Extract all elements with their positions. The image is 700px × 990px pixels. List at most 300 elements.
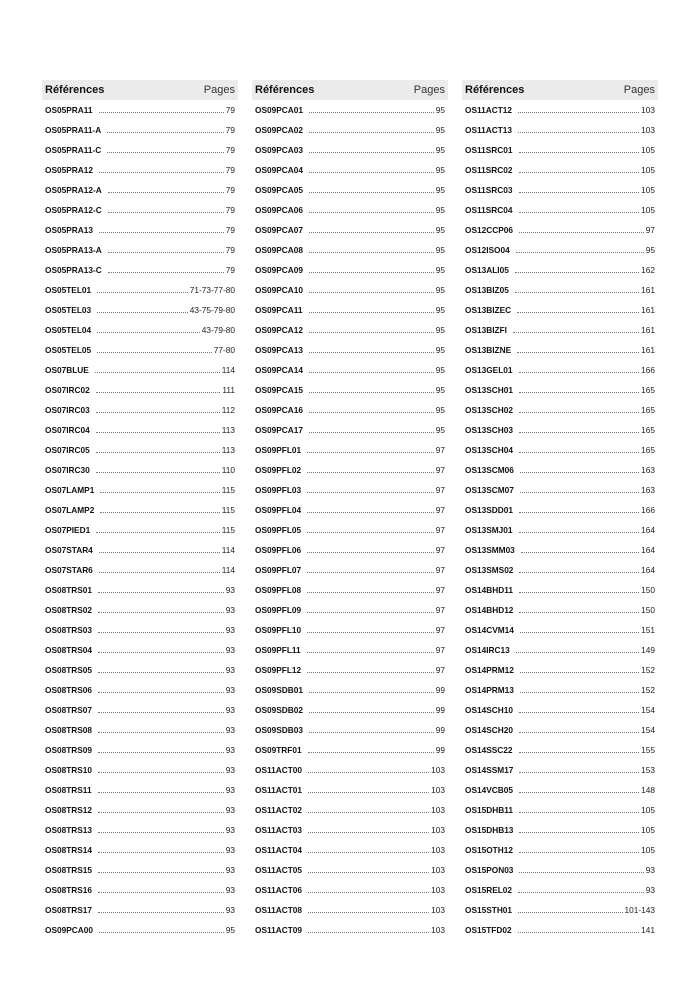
dot-leader [308, 812, 429, 813]
page-number: 95 [435, 345, 445, 355]
page-number: 97 [435, 485, 445, 495]
reference-code: OS09PFL09 [255, 605, 302, 615]
dot-leader [308, 892, 429, 893]
dot-leader [519, 432, 639, 433]
index-row [252, 480, 448, 500]
dot-leader [309, 172, 434, 173]
reference-code: OS13SMS02 [465, 565, 514, 575]
page-number: 79 [225, 245, 235, 255]
page-number: 105 [641, 165, 655, 175]
dot-leader [307, 512, 434, 513]
page-number: 95 [435, 285, 445, 295]
dot-leader [96, 532, 220, 533]
index-row [462, 100, 658, 120]
index-row [42, 300, 238, 320]
reference-code: OS09PFL06 [255, 545, 302, 555]
index-row [462, 880, 658, 900]
dot-leader [309, 192, 434, 193]
index-row [252, 160, 448, 180]
reference-code: OS07IRC04 [45, 425, 90, 435]
page-number: 161 [641, 285, 655, 295]
reference-code: OS11SRC03 [465, 185, 513, 195]
page-number: 103 [431, 885, 445, 895]
index-row [462, 340, 658, 360]
dot-leader [515, 272, 639, 273]
reference-code: OS05PRA12-A [45, 185, 102, 195]
index-row [252, 340, 448, 360]
index-row [42, 160, 238, 180]
index-row [462, 200, 658, 220]
index-row [252, 120, 448, 140]
page-number: 93 [225, 825, 235, 835]
dot-leader [98, 832, 224, 833]
dot-leader [309, 252, 434, 253]
reference-code: OS11ACT00 [255, 765, 303, 775]
reference-code: OS11ACT09 [255, 925, 303, 935]
dot-leader [309, 392, 434, 393]
reference-code: OS11ACT13 [465, 125, 513, 135]
dot-leader [309, 712, 434, 713]
dot-leader [519, 712, 639, 713]
pages-heading: Pages [623, 84, 655, 96]
dot-leader [98, 652, 224, 653]
reference-code: OS11ACT12 [465, 105, 513, 115]
reference-code: OS15STH01 [465, 905, 513, 915]
dot-leader [98, 792, 224, 793]
index-row [462, 660, 658, 680]
index-row [252, 820, 448, 840]
index-row [462, 140, 658, 160]
index-row [462, 580, 658, 600]
index-row [252, 640, 448, 660]
index-row [462, 640, 658, 660]
page-number: 113 [221, 425, 235, 435]
dot-leader [307, 472, 434, 473]
page-number: 97 [435, 525, 445, 535]
reference-code: OS09PCA06 [255, 205, 303, 215]
index-row [252, 700, 448, 720]
index-row [252, 320, 448, 340]
dot-leader [309, 432, 434, 433]
reference-code: OS15DHB11 [465, 805, 513, 815]
references-heading: Références [465, 84, 525, 96]
dot-leader [519, 152, 640, 153]
dot-leader [95, 372, 220, 373]
dot-leader [100, 512, 219, 513]
reference-code: OS08TRS08 [45, 725, 93, 735]
page-number: 79 [225, 145, 235, 155]
reference-code: OS13SMJ01 [465, 525, 513, 535]
reference-code: OS15OTH12 [465, 845, 513, 855]
dot-leader [309, 352, 434, 353]
index-column-3 [462, 80, 658, 940]
dot-leader [519, 512, 639, 513]
reference-code: OS14BHD11 [465, 585, 513, 595]
reference-code: OS11SRC02 [465, 165, 513, 175]
dot-leader [107, 132, 224, 133]
page-number: 99 [435, 685, 445, 695]
reference-code: OS13SMM03 [465, 545, 515, 555]
dot-leader [517, 312, 639, 313]
reference-code: OS14SCH10 [465, 705, 513, 715]
index-row [462, 240, 658, 260]
reference-code: OS14PRM12 [465, 665, 514, 675]
page-number: 97 [435, 645, 445, 655]
dot-leader [519, 172, 640, 173]
page-number: 115 [221, 525, 235, 535]
reference-code: OS11ACT05 [255, 865, 303, 875]
reference-code: OS13SCM07 [465, 485, 514, 495]
index-row [42, 720, 238, 740]
index-row [462, 160, 658, 180]
dot-leader [309, 332, 434, 333]
dot-leader [519, 372, 640, 373]
reference-code: OS09PFL03 [255, 485, 302, 495]
reference-code: OS09PCA00 [45, 925, 93, 935]
index-row [42, 400, 238, 420]
index-row [462, 560, 658, 580]
reference-code: OS11ACT04 [255, 845, 303, 855]
page-number: 97 [435, 445, 445, 455]
page-number: 93 [225, 765, 235, 775]
index-row [42, 120, 238, 140]
index-row [462, 720, 658, 740]
dot-leader [518, 892, 644, 893]
page-number: 93 [225, 645, 235, 655]
reference-code: OS09PCA04 [255, 165, 303, 175]
reference-code: OS09PCA17 [255, 425, 303, 435]
page-number: 152 [641, 665, 655, 675]
reference-code: OS09PFL05 [255, 525, 302, 535]
dot-leader [98, 752, 224, 753]
reference-code: OS08TRS17 [45, 905, 93, 915]
page-number: 165 [641, 445, 655, 455]
index-row [42, 140, 238, 160]
index-row [462, 400, 658, 420]
reference-code: OS09PCA08 [255, 245, 303, 255]
reference-code: OS14PRM13 [465, 685, 514, 695]
dot-leader [308, 872, 429, 873]
dot-leader [308, 752, 434, 753]
page-number: 163 [641, 465, 655, 475]
dot-leader [97, 292, 188, 293]
index-row [42, 800, 238, 820]
dot-leader [98, 592, 224, 593]
page-number: 99 [435, 745, 445, 755]
index-row [462, 860, 658, 880]
page-number: 95 [435, 125, 445, 135]
reference-code: OS09PFL10 [255, 625, 302, 635]
page-number: 141 [641, 925, 655, 935]
index-row [462, 540, 658, 560]
index-row [462, 920, 658, 940]
index-row [42, 260, 238, 280]
index-row [462, 120, 658, 140]
index-row [462, 840, 658, 860]
dot-leader [516, 252, 644, 253]
dot-leader [98, 872, 224, 873]
index-row [252, 420, 448, 440]
dot-leader [518, 932, 640, 933]
page-number: 103 [431, 825, 445, 835]
reference-code: OS08TRS15 [45, 865, 93, 875]
index-row [252, 180, 448, 200]
reference-code: OS15PON03 [465, 865, 514, 875]
dot-leader [96, 452, 220, 453]
reference-code: OS09PFL04 [255, 505, 302, 515]
dot-leader [98, 772, 224, 773]
page-number: 155 [641, 745, 655, 755]
reference-code: OS08TRS04 [45, 645, 93, 655]
reference-code: OS11ACT08 [255, 905, 303, 915]
index-row [462, 440, 658, 460]
index-row [252, 900, 448, 920]
page-number: 103 [431, 865, 445, 875]
index-row [462, 280, 658, 300]
reference-code: OS07IRC03 [45, 405, 90, 415]
dot-leader [99, 572, 220, 573]
reference-code: OS11ACT01 [255, 785, 303, 795]
index-row [252, 400, 448, 420]
dot-leader [308, 772, 429, 773]
index-row [462, 300, 658, 320]
page-number: 154 [641, 705, 655, 715]
dot-leader [519, 212, 640, 213]
page-number: 164 [641, 545, 655, 555]
index-row [252, 780, 448, 800]
reference-code: OS09PFL12 [255, 665, 302, 675]
index-row [42, 740, 238, 760]
index-row [252, 600, 448, 620]
page-number: 163 [641, 485, 655, 495]
dot-leader [98, 732, 224, 733]
page-number: 93 [225, 605, 235, 615]
index-row [252, 300, 448, 320]
dot-leader [309, 272, 434, 273]
dot-leader [100, 492, 219, 493]
dot-leader [98, 712, 224, 713]
reference-code: OS05PRA13-C [45, 265, 102, 275]
dot-leader [108, 252, 224, 253]
reference-code: OS05PRA12 [45, 165, 93, 175]
index-row [42, 820, 238, 840]
page-number: 103 [431, 925, 445, 935]
reference-code: OS13BIZEC [465, 305, 512, 315]
dot-leader [520, 472, 639, 473]
pages-heading: Pages [203, 84, 235, 96]
dot-leader [99, 552, 220, 553]
index-row [252, 140, 448, 160]
dot-leader [96, 432, 220, 433]
dot-leader [521, 552, 639, 553]
index-row [42, 240, 238, 260]
index-row [42, 640, 238, 660]
index-row [252, 880, 448, 900]
dot-leader [309, 152, 434, 153]
dot-leader [309, 132, 434, 133]
page-number: 79 [225, 125, 235, 135]
page-number: 95 [435, 365, 445, 375]
dot-leader [99, 112, 224, 113]
page-number: 93 [225, 625, 235, 635]
dot-leader [309, 292, 434, 293]
page-number: 93 [225, 745, 235, 755]
page-number: 152 [641, 685, 655, 695]
page-number: 99 [435, 725, 445, 735]
reference-code: OS15REL02 [465, 885, 513, 895]
index-rows [462, 100, 658, 940]
page-number: 150 [641, 605, 655, 615]
dot-leader [99, 232, 224, 233]
index-rows [42, 100, 238, 940]
index-row [252, 740, 448, 760]
index-row [42, 520, 238, 540]
reference-code: OS09PCA14 [255, 365, 303, 375]
index-row [42, 340, 238, 360]
page-number: 95 [435, 165, 445, 175]
index-row [252, 220, 448, 240]
index-row [42, 840, 238, 860]
page-number: 105 [641, 805, 655, 815]
index-row [462, 480, 658, 500]
reference-code: OS05TEL04 [45, 325, 92, 335]
dot-leader [308, 912, 429, 913]
reference-code: OS13BIZNE [465, 345, 512, 355]
index-row [42, 580, 238, 600]
dot-leader [309, 112, 434, 113]
index-row [252, 620, 448, 640]
index-rows [252, 100, 448, 940]
reference-code: OS09SDB03 [255, 725, 303, 735]
reference-code: OS08TRS09 [45, 745, 93, 755]
index-row [42, 540, 238, 560]
page-number: 164 [641, 565, 655, 575]
reference-code: OS08TRS11 [45, 785, 92, 795]
index-row [42, 360, 238, 380]
index-row [252, 860, 448, 880]
reference-code: OS07STAR6 [45, 565, 93, 575]
index-row [252, 920, 448, 940]
dot-leader [518, 132, 639, 133]
page-number: 95 [225, 925, 235, 935]
index-row [42, 780, 238, 800]
reference-code: OS08TRS07 [45, 705, 93, 715]
index-row [462, 620, 658, 640]
dot-leader [520, 632, 639, 633]
index-row [42, 440, 238, 460]
reference-code: OS12CCP06 [465, 225, 513, 235]
dot-leader [518, 112, 639, 113]
dot-leader [307, 612, 434, 613]
reference-code: OS09SDB02 [255, 705, 303, 715]
page-number: 79 [225, 105, 235, 115]
page-number: 149 [641, 645, 655, 655]
page-number: 114 [221, 365, 235, 375]
page-number: 95 [435, 205, 445, 215]
reference-code: OS09PCA13 [255, 345, 303, 355]
page-number: 93 [225, 905, 235, 915]
dot-leader [108, 192, 224, 193]
dot-leader [519, 872, 643, 873]
reference-code: OS09PFL08 [255, 585, 302, 595]
index-row [42, 860, 238, 880]
page-number: 93 [645, 885, 655, 895]
index-row [42, 100, 238, 120]
reference-code: OS11ACT02 [255, 805, 303, 815]
dot-leader [307, 532, 434, 533]
page-number: 95 [435, 405, 445, 415]
index-row [252, 100, 448, 120]
dot-leader [520, 692, 639, 693]
reference-code: OS07STAR4 [45, 545, 93, 555]
reference-code: OS09PCA10 [255, 285, 303, 295]
index-row [462, 900, 658, 920]
index-row [252, 360, 448, 380]
index-row [462, 380, 658, 400]
reference-code: OS07LAMP1 [45, 485, 95, 495]
page-number: 103 [641, 105, 655, 115]
index-row [252, 560, 448, 580]
index-row [42, 180, 238, 200]
dot-leader [96, 392, 221, 393]
dot-leader [99, 932, 224, 933]
page-number: 105 [641, 145, 655, 155]
reference-code: OS11ACT03 [255, 825, 303, 835]
page-number: 162 [641, 265, 655, 275]
dot-leader [307, 632, 434, 633]
reference-code: OS09PCA07 [255, 225, 303, 235]
index-row [462, 180, 658, 200]
dot-leader [307, 492, 434, 493]
reference-code: OS09PCA09 [255, 265, 303, 275]
page-number: 114 [221, 545, 235, 555]
reference-code: OS14SSM17 [465, 765, 514, 775]
index-row [42, 320, 238, 340]
reference-code: OS14BHD12 [465, 605, 514, 615]
reference-code: OS09PCA15 [255, 385, 303, 395]
index-row [462, 680, 658, 700]
reference-code: OS07IRC02 [45, 385, 90, 395]
page-number: 164 [641, 525, 655, 535]
index-row [42, 660, 238, 680]
dot-leader [519, 792, 639, 793]
reference-code: OS07IRC30 [45, 465, 90, 475]
index-row [252, 260, 448, 280]
column-header [252, 80, 448, 100]
page-number: 110 [221, 465, 235, 475]
page-number: 93 [225, 885, 235, 895]
index-row [462, 800, 658, 820]
dot-leader [308, 852, 429, 853]
reference-code: OS13ALI05 [465, 265, 509, 275]
reference-code: OS13SDD01 [465, 505, 513, 515]
index-column-2 [252, 80, 448, 940]
page-number: 93 [225, 865, 235, 875]
index-row [252, 380, 448, 400]
column-header [42, 80, 238, 100]
reference-code: OS13SCH03 [465, 425, 513, 435]
page-number: 112 [221, 405, 235, 415]
page-number: 105 [641, 845, 655, 855]
page-number: 148 [641, 785, 655, 795]
index-row [42, 920, 238, 940]
index-row [252, 200, 448, 220]
dot-leader [307, 652, 434, 653]
dot-leader [108, 212, 224, 213]
reference-code: OS13BIZ05 [465, 285, 509, 295]
page-number: 95 [435, 245, 445, 255]
page-number: 114 [221, 565, 235, 575]
